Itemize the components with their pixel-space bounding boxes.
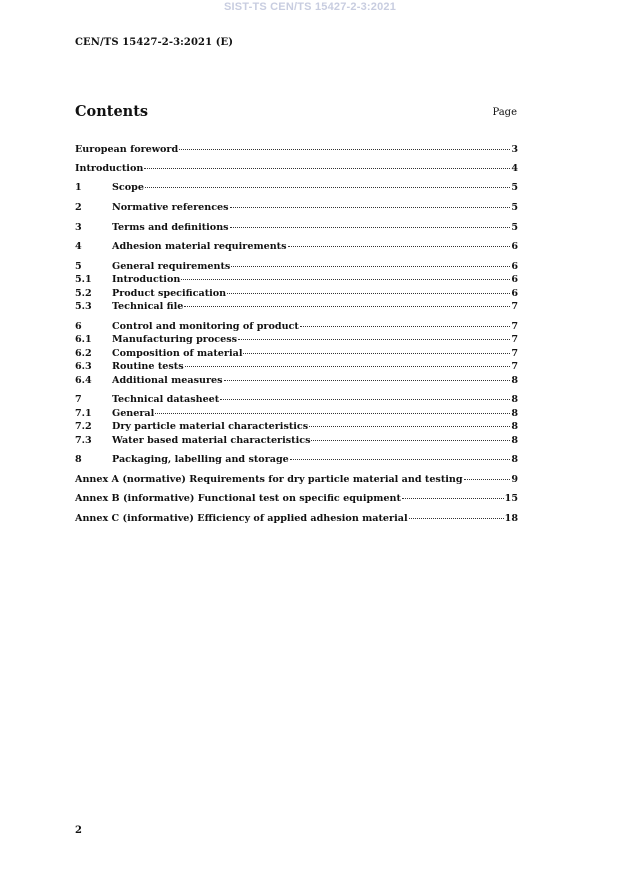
toc-entry-number: 2 (75, 202, 82, 213)
toc-entry-title: General requirements (112, 261, 231, 272)
toc-entry-page: 7 (511, 348, 518, 359)
toc-dot-leader (184, 306, 510, 307)
toc-entry[interactable] (75, 394, 518, 406)
toc-entry-title: Annex A (normative) Requirements for dry particle material and testing (75, 474, 463, 485)
toc-entry[interactable] (75, 408, 518, 420)
toc-entry-number: 8 (75, 454, 82, 465)
toc-entry[interactable] (75, 222, 518, 234)
toc-dot-leader (230, 207, 511, 208)
watermark: SIST-TS CEN/TS 15427-2-3:2021 (223, 1, 397, 13)
toc-dot-leader (224, 380, 511, 381)
document-id: CEN/TS 15427-2-3:2021 (E) (75, 37, 234, 48)
toc-dot-leader (220, 399, 510, 400)
toc-dot-leader (185, 366, 511, 367)
toc-entry[interactable] (75, 361, 518, 373)
toc-entry-page: 9 (511, 474, 518, 485)
toc-entry-number: 7.3 (75, 435, 92, 446)
toc-entry-title: Technical file (112, 301, 184, 312)
toc-entry-title: Adhesion material requirements (112, 241, 287, 252)
toc-entry-number: 7.2 (75, 421, 92, 432)
toc-entry-title: Introduction (75, 163, 144, 174)
toc-dot-leader (155, 413, 510, 414)
toc-dot-leader (464, 479, 511, 480)
toc-entry-title: Product specification (112, 288, 227, 299)
toc-entry-page: 18 (504, 513, 518, 524)
toc-entry[interactable] (75, 421, 518, 433)
toc-entry[interactable] (75, 261, 518, 273)
toc-entry-page: 3 (511, 144, 518, 155)
toc-entry-number: 5.2 (75, 288, 92, 299)
toc-entry-title: Terms and definitions (112, 222, 229, 233)
toc-dot-leader (230, 227, 511, 228)
toc-entry[interactable] (75, 513, 518, 525)
toc-entry-page: 7 (511, 301, 518, 312)
toc-entry-title: European foreword (75, 144, 179, 155)
toc-entry[interactable] (75, 301, 518, 313)
toc-entry[interactable] (75, 334, 518, 346)
toc-entry-page: 15 (504, 493, 518, 504)
toc-dot-leader (243, 353, 510, 354)
toc-entry-number: 7.1 (75, 408, 92, 419)
toc-entry-number: 6.3 (75, 361, 92, 372)
toc-entry-page: 7 (511, 334, 518, 345)
toc-dot-leader (402, 498, 504, 499)
contents-title: Contents (75, 103, 149, 120)
toc-entry-title: Dry particle material characteristics (112, 421, 309, 432)
toc-entry-title: Annex C (informative) Efficiency of applied adhesion material (75, 513, 408, 524)
toc-entry-number: 5.3 (75, 301, 92, 312)
toc-entry-number: 6.2 (75, 348, 92, 359)
toc-entry[interactable] (75, 348, 518, 360)
toc-dot-leader (144, 168, 510, 169)
toc-entry[interactable] (75, 493, 518, 505)
toc-entry-page: 8 (511, 394, 518, 405)
toc-entry-page: 8 (511, 454, 518, 465)
toc-entry-number: 1 (75, 182, 82, 193)
toc-entry-page: 5 (511, 202, 518, 213)
toc-entry-page: 6 (511, 241, 518, 252)
toc-entry-title: Composition of material (112, 348, 243, 359)
toc-entry[interactable] (75, 288, 518, 300)
toc-entry-page: 8 (511, 435, 518, 446)
toc-dot-leader (290, 459, 511, 460)
toc-entry-number: 4 (75, 241, 82, 252)
toc-entry-title: General (112, 408, 155, 419)
toc-entry[interactable] (75, 321, 518, 333)
toc-dot-leader (309, 426, 510, 427)
toc-dot-leader (179, 149, 510, 150)
toc-entry-title: Routine tests (112, 361, 184, 372)
toc-entry-title: Technical datasheet (112, 394, 220, 405)
toc-entry-number: 6.1 (75, 334, 92, 345)
toc-entry-title: Annex B (informative) Functional test on specific equipment (75, 493, 401, 504)
toc-dot-leader (231, 266, 510, 267)
toc-dot-leader (145, 187, 510, 188)
toc-entry[interactable] (75, 435, 518, 447)
toc-dot-leader (227, 293, 510, 294)
toc-entry-number: 6.4 (75, 375, 92, 386)
toc-entry-page: 7 (511, 361, 518, 372)
toc-entry-number: 6 (75, 321, 82, 332)
page-number: 2 (75, 825, 82, 836)
toc-entry-page: 6 (511, 274, 518, 285)
toc-entry-title: Control and monitoring of product (112, 321, 299, 332)
toc-entry[interactable] (75, 375, 518, 387)
toc-entry-title: Scope (112, 182, 144, 193)
toc-entry-title: Water based material characteristics (112, 435, 311, 446)
toc-entry-title: Manufacturing process (112, 334, 238, 345)
toc-entry-page: 5 (511, 222, 518, 233)
toc-entry-number: 3 (75, 222, 82, 233)
toc-entry-number: 5 (75, 261, 82, 272)
toc-entry-title: Additional measures (112, 375, 223, 386)
toc-dot-leader (409, 518, 504, 519)
page-column-label: Page (492, 107, 517, 118)
toc-entry[interactable] (75, 241, 518, 253)
toc-dot-leader (181, 279, 510, 280)
toc-entry[interactable] (75, 474, 518, 486)
toc-entry-page: 8 (511, 421, 518, 432)
toc-entry-page: 7 (511, 321, 518, 332)
toc-entry[interactable] (75, 454, 518, 466)
toc-entry[interactable] (75, 144, 518, 156)
toc-entry-number: 7 (75, 394, 82, 405)
toc-entry-title: Packaging, labelling and storage (112, 454, 289, 465)
toc-dot-leader (300, 326, 510, 327)
toc-entry-page: 6 (511, 261, 518, 272)
toc-dot-leader (238, 339, 510, 340)
toc-dot-leader (288, 246, 511, 247)
toc-entry[interactable] (75, 182, 518, 194)
toc-entry[interactable] (75, 202, 518, 214)
toc-entry-page: 8 (511, 408, 518, 419)
toc-entry-page: 6 (511, 288, 518, 299)
toc-entry[interactable] (75, 274, 518, 286)
toc-entry-page: 5 (511, 182, 518, 193)
toc-entry-title: Introduction (112, 274, 181, 285)
toc-dot-leader (311, 440, 510, 441)
toc-entry-number: 5.1 (75, 274, 92, 285)
toc-entry[interactable] (75, 163, 518, 175)
toc-entry-page: 4 (511, 163, 518, 174)
toc-entry-title: Normative references (112, 202, 229, 213)
toc-entry-page: 8 (511, 375, 518, 386)
